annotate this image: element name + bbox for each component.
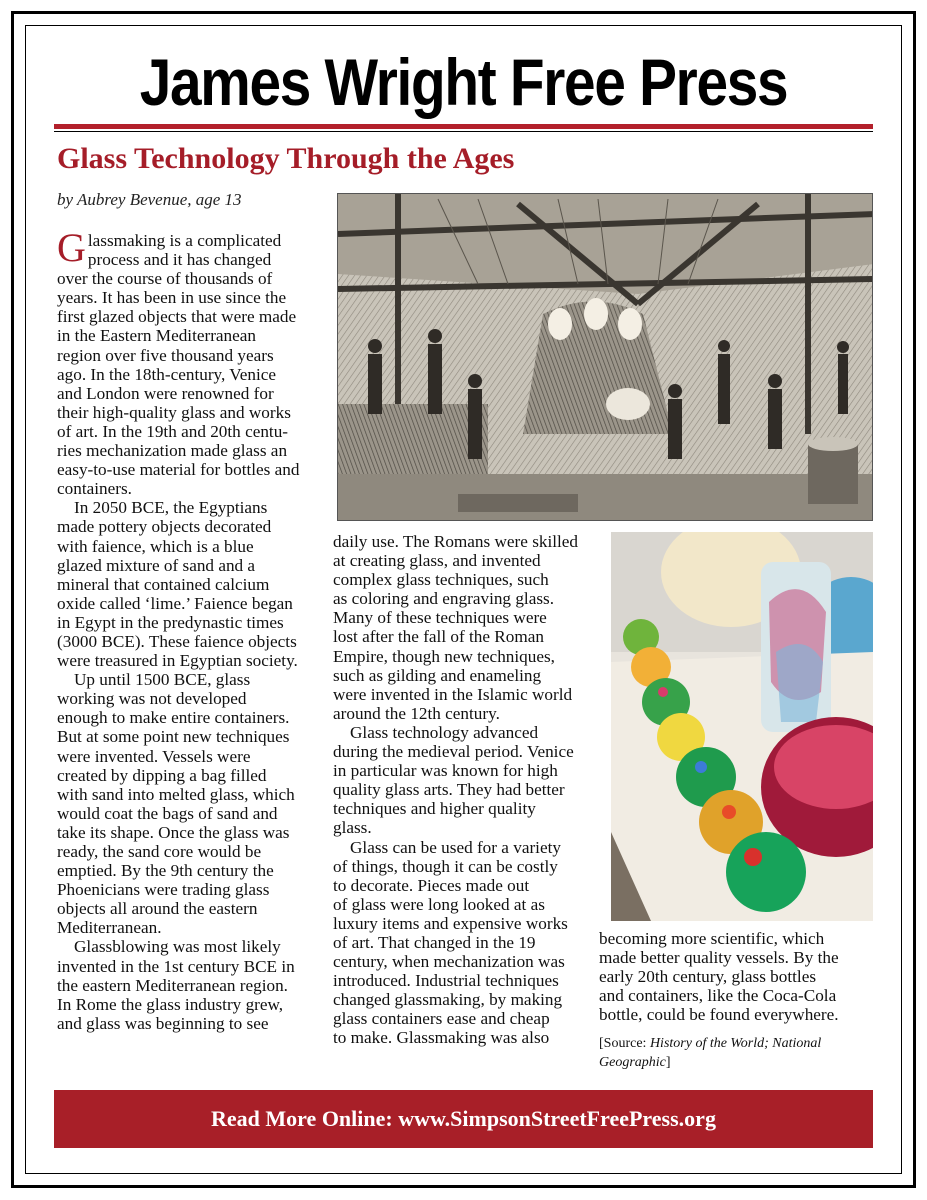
text-line: quality glass arts. They had better xyxy=(333,780,565,800)
text-line: oxide called ‘lime.’ Faience began xyxy=(57,593,293,613)
text-line: over the course of thousands of xyxy=(57,269,273,289)
glass-workshop-engraving xyxy=(337,193,873,521)
text-line: introduced. Industrial techniques xyxy=(333,971,559,991)
text-line: working was not developed xyxy=(57,689,247,709)
text-line: Phoenicians were trading glass xyxy=(57,880,270,900)
text-line: years. It has been in use since the xyxy=(57,288,287,308)
masthead: James Wright Free Press xyxy=(139,45,788,119)
text-line: glass. xyxy=(333,818,372,838)
text-line: during the medieval period. Venice xyxy=(333,742,574,762)
text-line: and containers, like the Coca-Cola xyxy=(599,986,837,1006)
text-line: But at some point new techniques xyxy=(57,727,290,747)
read-more-banner[interactable]: Read More Online: www.SimpsonStreetFreePress.org xyxy=(54,1090,873,1148)
text-line: daily use. The Romans were skilled xyxy=(333,532,579,551)
text-line: of art. That changed in the 19 xyxy=(333,932,536,952)
drop-cap: G xyxy=(57,225,86,270)
text-line: take its shape. Once the glass was xyxy=(57,822,290,842)
glassware-illustration xyxy=(611,532,873,921)
text-line: becoming more scientific, which xyxy=(599,929,825,948)
text-line: Empire, though new techniques, xyxy=(333,646,555,666)
text-line: ago. In the 18th-century, Venice xyxy=(57,364,277,384)
source-title: History of the World; National Geographic xyxy=(599,1036,822,1071)
text-line: luxury items and expensive works xyxy=(333,913,568,933)
text-line: (3000 BCE). These faience objects xyxy=(57,631,297,651)
text-line: In 2050 BCE, the Egyptians xyxy=(74,498,268,518)
text-line: invented in the 1st century BCE in xyxy=(57,956,295,976)
text-line: Many of these techniques were xyxy=(333,608,547,628)
article-headline: Glass Technology Through the Ages xyxy=(57,142,515,175)
text-line: around the 12th century. xyxy=(333,703,500,723)
text-line: in the Eastern Mediterranean xyxy=(57,326,256,346)
text-line: first glazed objects that were made xyxy=(57,307,297,327)
text-line: ries mechanization made glass an xyxy=(57,441,288,461)
engraving-illustration xyxy=(338,194,873,521)
text-line: emptied. By the 9th century the xyxy=(57,861,274,881)
masthead-thin-rule xyxy=(54,131,873,132)
text-line: of glass were long looked at as xyxy=(333,894,545,914)
article-column-1 xyxy=(57,225,319,1033)
article-byline: by Aubrey Bevenue, age 13 xyxy=(57,190,242,209)
text-line: and London were renowned for xyxy=(57,383,274,403)
text-line: at creating glass, and invented xyxy=(333,551,541,571)
text-line: Glassblowing was most likely xyxy=(74,937,281,957)
text-line: in particular was known for high xyxy=(333,761,558,781)
text-line: lost after the fall of the Roman xyxy=(333,627,544,647)
text-line: of things, though it can be costly xyxy=(333,856,558,876)
text-line: mineral that contained calcium xyxy=(57,574,270,594)
text-line: and glass was beginning to see xyxy=(57,1013,269,1033)
text-line: as coloring and engraving glass. xyxy=(333,589,554,609)
text-line: In Rome the glass industry grew, xyxy=(57,994,284,1014)
paragraph-4-continued xyxy=(333,532,595,723)
source-citation xyxy=(599,1034,874,1072)
text-line: Mediterranean. xyxy=(57,918,162,938)
text-line: glazed mixture of sand and a xyxy=(57,555,256,575)
text-line: such as gilding and enameling xyxy=(333,665,542,685)
paragraph-3 xyxy=(57,670,319,937)
text-line: to decorate. Pieces made out xyxy=(333,875,530,895)
paragraph-4 xyxy=(57,937,319,1032)
text-line: techniques and higher quality xyxy=(333,799,536,819)
text-line: with faience, which is a blue xyxy=(57,536,254,556)
text-line: containers. xyxy=(57,479,132,499)
text-line: were invented. Vessels were xyxy=(57,746,251,766)
text-line: of art. In the 19th and 20th centu- xyxy=(57,421,289,441)
paragraph-1 xyxy=(57,225,319,499)
text-line: lassmaking is a complicated xyxy=(87,231,282,250)
text-line: glass containers ease and cheap xyxy=(333,1009,550,1029)
text-line: were invented in the Islamic world xyxy=(333,684,573,704)
paragraph-5 xyxy=(333,723,595,838)
colorful-glassware-photo xyxy=(611,532,873,921)
text-line: process and it has changed xyxy=(87,250,272,270)
paragraph-2 xyxy=(57,498,319,670)
text-line: the eastern Mediterranean region. xyxy=(57,975,288,995)
text-line: to make. Glassmaking was also xyxy=(333,1028,550,1048)
text-line: century, when mechanization was xyxy=(333,952,565,972)
text-line: were treasured in Egyptian society. xyxy=(57,651,298,671)
source-suffix: ] xyxy=(665,1055,671,1071)
text-line: made pottery objects decorated xyxy=(57,517,272,537)
text-line: region over five thousand years xyxy=(57,345,274,365)
article-column-3 xyxy=(599,929,874,1072)
text-line: Glass can be used for a variety xyxy=(350,837,561,857)
article-column-2 xyxy=(333,532,595,1048)
text-line: Up until 1500 BCE, glass xyxy=(74,670,251,690)
text-line: Glass technology advanced xyxy=(350,722,539,742)
text-line: bottle, could be found everywhere. xyxy=(599,1005,839,1025)
text-line: complex glass techniques, such xyxy=(333,570,549,590)
paragraph-6 xyxy=(333,838,595,1048)
text-line: changed glassmaking, by making xyxy=(333,990,563,1010)
text-line: in Egypt in the predynastic times xyxy=(57,612,284,632)
masthead-rule xyxy=(54,124,873,129)
text-line: their high-quality glass and works xyxy=(57,402,291,422)
text-line: created by dipping a bag filled xyxy=(57,765,267,785)
source-prefix: [Source: xyxy=(599,1036,650,1052)
text-line: made better quality vessels. By the xyxy=(599,948,839,968)
text-line: objects all around the eastern xyxy=(57,899,258,919)
text-line: would coat the bags of sand and xyxy=(57,803,278,823)
text-line: with sand into melted glass, which xyxy=(57,784,295,804)
text-line: easy-to-use material for bottles and xyxy=(57,460,300,480)
text-line: ready, the sand core would be xyxy=(57,842,262,861)
text-line: enough to make entire containers. xyxy=(57,708,290,728)
text-line: early 20th century, glass bottles xyxy=(599,967,817,987)
paragraph-6-continued xyxy=(599,929,874,1024)
